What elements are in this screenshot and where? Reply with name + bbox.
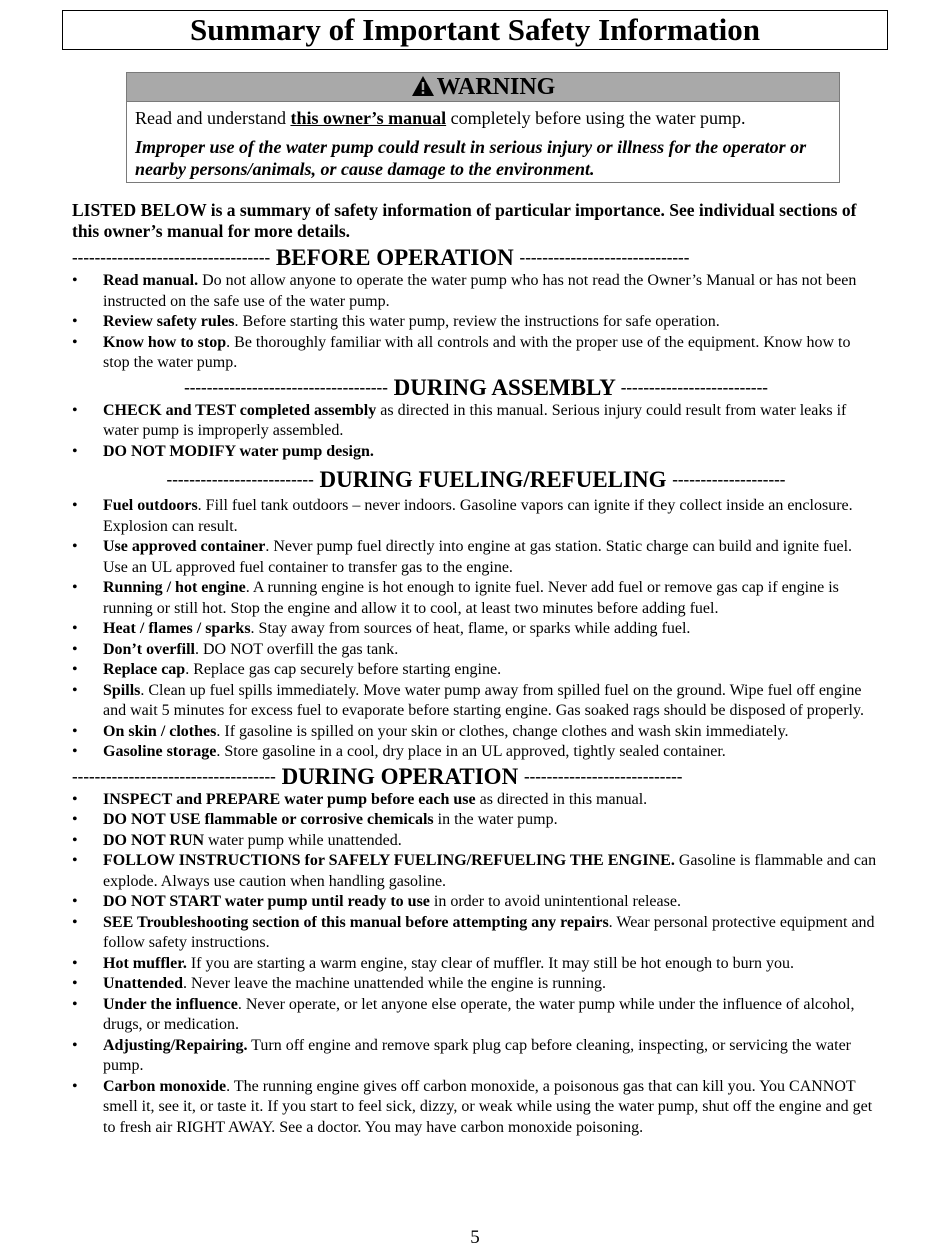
safety-list-during-assembly [72,401,880,463]
safety-item-lead: Unattended [103,975,184,992]
safety-item-lead: Spills [103,681,141,699]
heading-dashes-left: ------------------------------------ [184,377,388,397]
safety-item [72,333,880,374]
safety-item-text: in order to avoid unintentional release. [429,893,681,910]
safety-item-lead: Review safety rules [103,313,235,330]
safety-item [72,974,880,995]
safety-item-text: Gasoline is flammable and can explode. Always use caution when handling gasoline. [103,852,877,890]
safety-item-lead: Know how to stop [103,333,227,351]
section-title: BEFORE OPERATION [270,245,520,270]
warning-line-1-post: completely before using the water pump. [446,108,746,128]
safety-item [72,312,880,333]
warning-line-1-pre: Read and understand [135,108,291,128]
warning-triangle-icon [411,75,435,97]
section-heading-during-operation [72,763,880,790]
safety-item-lead: Hot muffler. [103,954,187,972]
safety-item [72,722,880,743]
page-title: Summary of Important Safety Information [62,10,888,50]
safety-item [72,537,880,578]
heading-dashes-left: ----------------------------------- [72,248,271,267]
safety-sections [72,244,880,1138]
safety-item-lead: CHECK and TEST completed assembly [103,401,377,419]
safety-item-lead: Heat / flames / sparks [103,620,251,637]
safety-item-text: . DO NOT overfill the gas tank. [194,640,399,658]
safety-item-text: . Be thoroughly familiar with all controls and with the proper use of the equipment. Know how to stop the water pump. [103,333,851,371]
section-title: DURING ASSEMBLY [387,374,621,400]
safety-item [72,1077,880,1139]
safety-item-text: Turn off engine and remove spark plug cap before cleaning, inspecting, or servicing the water pump. [103,1036,851,1074]
safety-item [72,496,880,537]
safety-item-lead: Replace cap [103,661,186,678]
safety-item-lead: DO NOT USE flammable or corrosive chemicals [103,811,434,828]
warning-box [126,72,840,183]
safety-item-text: . A running engine is hot enough to ignite fuel. Never add fuel or remove gas cap if engine is running or still hot. Stop the engine and allow it to cool, at least two minutes before adding fuel. [103,579,839,617]
safety-item-text: . Replace gas cap securely before starting engine. [185,661,502,678]
page-number: 5 [470,1227,480,1248]
owners-manual-reference: this owner’s manual [290,108,447,128]
safety-item-text: . Fill fuel tank outdoors – never indoors. Gasoline vapors can ignite if they collect inside an enclosure. Explosion can result. [103,497,853,535]
warning-header [127,73,839,102]
safety-item [72,892,880,913]
safety-item-text: . Never leave the machine unattended while the engine is running. [183,975,606,992]
safety-item-lead: Gasoline storage [103,743,217,760]
safety-item-text: as directed in this manual. Serious injury could result from water leaks if water pump is improperly assembled. [103,401,847,439]
safety-item-lead: Adjusting/Repairing. [103,1036,248,1054]
warning-line-2: Improper use of the water pump could result in serious injury or illness for the operator or nearby persons/animals, or cause damage to the environment. [135,137,807,179]
safety-item [72,1036,880,1077]
heading-dashes-right: ------------------------------ [519,248,690,267]
safety-item-text: . Never pump fuel directly into engine at gas station. Static charge can build and ignite fuel. Use an UL approved fuel container to transfer gas to the engine. [103,538,853,576]
safety-item [72,640,880,661]
safety-item [72,681,880,722]
safety-item-lead: Under the influence [103,995,238,1013]
safety-list-before-operation [72,271,880,374]
safety-item-lead: Carbon monoxide [103,1077,227,1095]
safety-item-text: . If gasoline is spilled on your skin or clothes, change clothes and wash skin immediately. [216,722,789,740]
intro-text: LISTED BELOW is a summary of safety information of particular importance. See individual sections of this owner’s manual for more details. [72,200,857,241]
safety-item-text: If you are starting a warm engine, stay clear of muffler. It may still be hot enough to burn you. [186,954,794,972]
safety-item [72,660,880,681]
safety-item [72,831,880,852]
heading-dashes-right: -------------------- [672,470,786,489]
safety-item [72,271,880,312]
warning-heading: WARNING [436,74,556,100]
safety-item-lead: Don’t overfill [103,640,195,658]
safety-item-lead: DO NOT RUN [103,831,205,849]
heading-dashes-left: ------------------------------------ [72,766,276,786]
safety-item [72,742,880,763]
safety-list-during-operation [72,790,880,1139]
safety-item [72,913,880,954]
safety-item-text: . Stay away from sources of heat, flame, or sparks while adding fuel. [250,620,691,637]
safety-item-text: Do not allow anyone to operate the water pump who has not read the Owner’s Manual or has not been instructed on the safe use of the water pump. [103,272,857,310]
safety-item-lead: DO NOT MODIFY water pump design. [103,442,374,460]
safety-item [72,442,880,463]
safety-item [72,401,880,442]
safety-item-text: water pump while unattended. [204,831,402,849]
warning-line-1 [127,102,839,129]
safety-list-during-fueling [72,496,880,763]
safety-item-text: . Never operate, or let anyone else operate, the water pump while under the influence of alcohol, drugs, or medication. [103,995,855,1033]
safety-item-lead: FOLLOW INSTRUCTIONS for SAFELY FUELING/REFUELING THE ENGINE. [103,852,675,869]
heading-dashes-left: -------------------------- [166,470,314,489]
safety-item-text: . Store gasoline in a cool, dry place in an UL approved, tightly sealed container. [216,743,726,760]
safety-item [72,619,880,640]
safety-item [72,995,880,1036]
safety-item-lead: Running / hot engine [103,579,246,596]
safety-item [72,578,880,619]
safety-item-lead: INSPECT and PREPARE water pump before each use [103,790,476,808]
safety-item [72,810,880,831]
safety-item-text: . Clean up fuel spills immediately. Move water pump away from spilled fuel on the ground. Wipe fuel off engine and wait 5 minutes for excess fuel to evaporate before starting engine. Gas soaked rags should be disposed of properly. [103,681,864,719]
heading-dashes-right: ---------------------------- [523,766,683,786]
safety-item-text: as directed in this manual. [475,790,648,808]
section-title: DURING FUELING/REFUELING [313,467,673,492]
safety-item-lead: DO NOT START water pump until ready to use [103,893,430,910]
safety-item-text: . The running engine gives off carbon monoxide, a poisonous gas that can kill you. You CANNOT smell it, see it, or taste it. If you start to feel sick, dizzy, or weak while using the water pump, shut off the engine and get to fresh air RIGHT AWAY. See a doctor. You may have carbon monoxide poisoning. [103,1077,873,1136]
section-heading-during-fueling [72,466,880,493]
safety-item-lead: Fuel outdoors [103,497,198,514]
safety-item-text: . Wear personal protective equipment and follow safety instructions. [103,913,875,951]
safety-item-lead: Read manual. [103,272,199,289]
section-heading-before-operation [72,244,880,271]
section-heading-during-assembly [72,374,880,401]
safety-item-text: in the water pump. [433,811,558,828]
heading-dashes-right: -------------------------- [620,377,768,397]
section-title: DURING OPERATION [275,763,524,789]
safety-item-lead: Use approved container [103,538,266,555]
safety-item [72,851,880,892]
safety-item-lead: On skin / clothes [103,722,217,740]
safety-item [72,790,880,811]
safety-item-lead: SEE Troubleshooting section of this manual before attempting any repairs [103,913,609,931]
safety-item [72,954,880,975]
safety-item-text: . Before starting this water pump, review the instructions for safe operation. [234,313,720,330]
